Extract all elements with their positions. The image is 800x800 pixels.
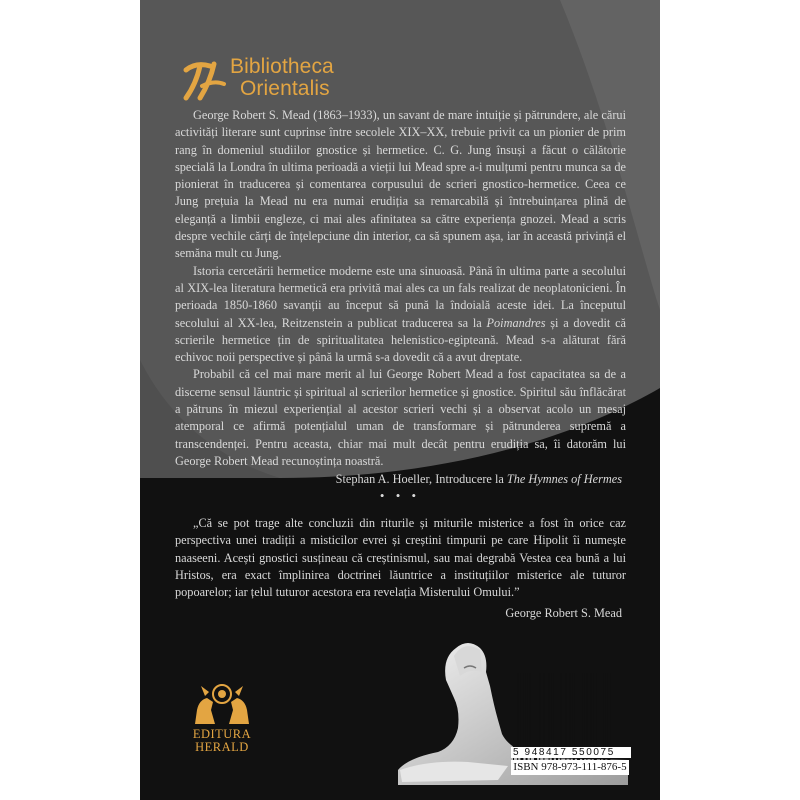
isbn-label: ISBN 978-973-111-876-5 [511, 760, 629, 775]
section-separator: • • • [379, 488, 421, 503]
attribution-prefix: Stephan A. Hoeller, Introducere la [335, 472, 507, 486]
paragraph-3: Probabil că cel mai mare merit al lui George Robert Mead a fost capacitatea sa de a discerne sensul lăuntric și spiritual al scrierilor hermetice și gnostice. Spiritul său înflăcărat a pătruns în miezul experiențial al acestor scrieri vechi și a observat acolo un mesaj atemporal ce afirmă potențialul uman de transformare și pătrunderea supremă a transcendenței. Pentru aceasta, chiar mai mult decât pentru erudiția sa, îi datorăm lui George Robert Mead recunoștința noastră. [175, 367, 626, 468]
attribution [336, 471, 622, 488]
series-title-line2: Orientalis [240, 77, 330, 100]
quote-text: „Că se pot trage alte concluzii din riturile și miturile misterice a fost în orice caz perspectiva unei tradiții a misticilor evrei și creștini timpurii pe care Hipolit îi numește naaseeni. Acești gnostici susțineau că creștinismul, sau mai degrabă Vestea cea bună a lui Hristos, era exact împlinirea doctrinei lăuntrice a instituțiilor misterice ale tuturor popoarelor; iar țelul tuturor acestora era revelația Misterului Omului.” [175, 516, 626, 600]
paragraph-2-head: Istoria cercetării hermetice moderne este una sinuoasă. Până în ultima parte a secolului al XIX-lea literatura hermetică era privită mai ales ca un fals realizat de neoplatonicieni. În perioada 1850-1860 savanții au început să pună la îndoială aceste idei. La începutul secolului al XX-lea, Reitzenstein a publicat traducerea sa la [175, 263, 626, 330]
attribution-title: The Hymnes of Hermes [506, 472, 622, 486]
publisher-emblem-icon [187, 680, 257, 728]
description-text [175, 107, 626, 470]
series-logo [180, 54, 480, 106]
paragraph-1: George Robert S. Mead (1863–1933), un savant de mare intuiție și pătrundere, ale cărui activități literare sunt cuprinse între secolele XIX–XX, trebuie privit ca un pionier de prim rang în domeniul studiilor gnostice și hermetice. C. G. Jung însuși a făcut o călătorie specială la Londra în ultima perioadă a vieții lui Mead spre a-i mulțumi pentru munca sa de pionierat în traducerea și comentarea corpusului de scrieri gnostico-hermetice. Ceea ce Jung prețuia la Mead nu era numai erudiția sa remarcabilă și întrebuințarea plină de eleganță a limbii engleze, ci mai ales afinitatea sa către experiența gnozei. Mead a scris despre vechile cărți de înțelepciune din interior, ca să spunem așa, iar în această privință el semăna mult cu Jung. [175, 108, 626, 261]
series-title [230, 56, 334, 100]
publisher-name-line1: EDITURA [192, 727, 252, 741]
publisher-logo [182, 680, 262, 770]
paragraph-2-italic: Poimandres [486, 315, 546, 330]
quote-author: George Robert S. Mead [505, 606, 622, 620]
series-title-line1: Bibliotheca [230, 55, 334, 78]
series-logo-icon [180, 58, 230, 102]
quote-block [175, 515, 626, 601]
publisher-name-line2: HERALD [195, 740, 249, 754]
publisher-name [182, 728, 262, 754]
barcode-digits: 5 948417 550075 [511, 747, 631, 758]
book-back-cover [140, 0, 660, 800]
paragraph-2 [175, 263, 626, 367]
paragraph-2-tail: și a dovedit că scrierile hermetice țin de spiritualitatea helenistico-egipteană. Mead s-a alăturat fără echivoc noii perspective și până la urmă s-a dovedit că a avut dreptate. [175, 315, 626, 365]
